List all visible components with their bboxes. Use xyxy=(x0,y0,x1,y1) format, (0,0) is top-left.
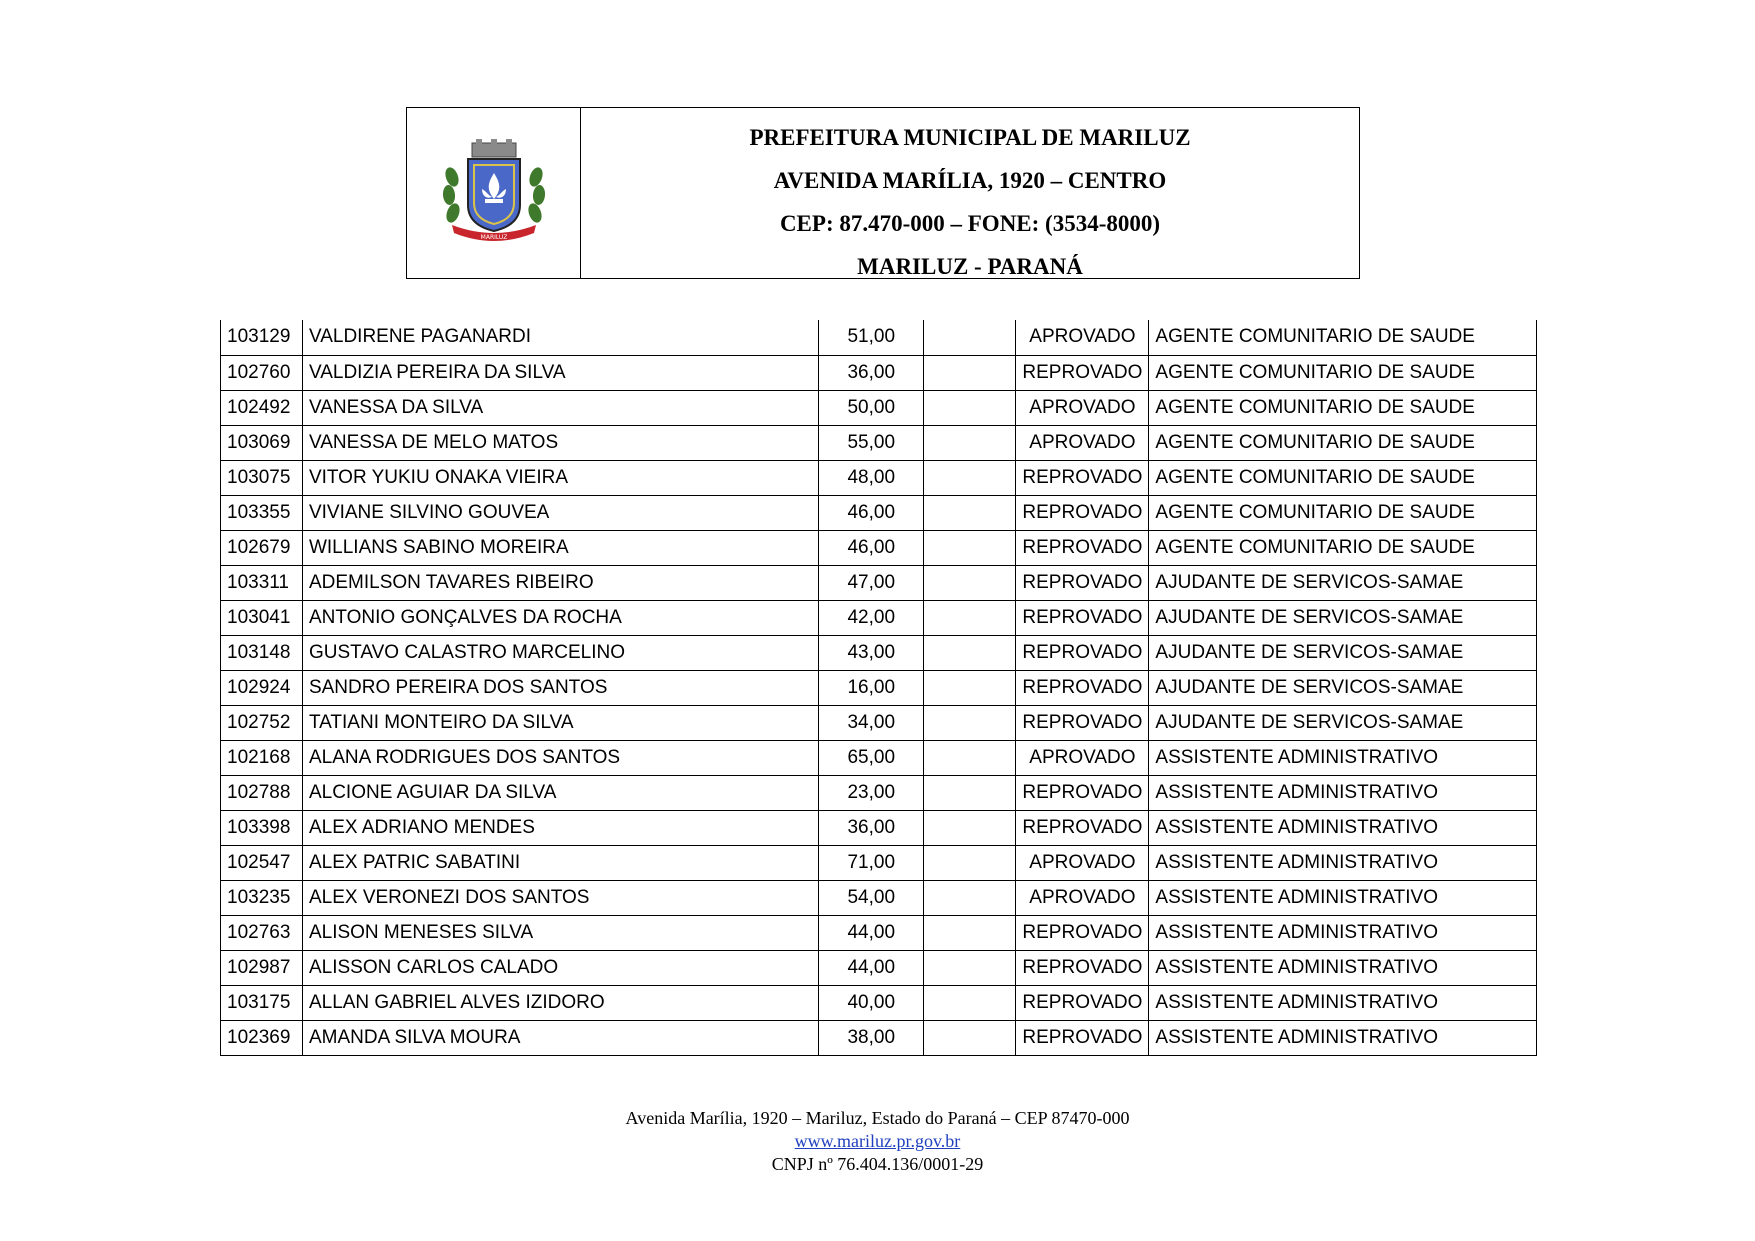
cell-position: AJUDANTE DE SERVICOS-SAMAE xyxy=(1149,635,1537,670)
cell-candidate-name: VIVIANE SILVINO GOUVEA xyxy=(302,495,818,530)
cell-status: REPROVADO xyxy=(1016,635,1149,670)
cell-position: ASSISTENTE ADMINISTRATIVO xyxy=(1149,740,1537,775)
cell-score: 71,00 xyxy=(819,845,924,880)
cell-candidate-name: ALEX VERONEZI DOS SANTOS xyxy=(302,880,818,915)
cell-score: 46,00 xyxy=(819,495,924,530)
logo-cell xyxy=(407,108,581,278)
cell-score: 36,00 xyxy=(819,810,924,845)
cell-empty xyxy=(924,1020,1016,1055)
cell-empty xyxy=(924,985,1016,1020)
cell-status: REPROVADO xyxy=(1016,950,1149,985)
table-row xyxy=(221,740,1537,775)
cell-position: AGENTE COMUNITARIO DE SAUDE xyxy=(1149,390,1537,425)
cell-position: AGENTE COMUNITARIO DE SAUDE xyxy=(1149,460,1537,495)
institution-name: PREFEITURA MUNICIPAL DE MARILUZ xyxy=(749,125,1191,150)
cell-candidate-name: ANTONIO GONÇALVES DA ROCHA xyxy=(302,600,818,635)
cell-position: AGENTE COMUNITARIO DE SAUDE xyxy=(1149,495,1537,530)
cell-score: 55,00 xyxy=(819,425,924,460)
cell-empty xyxy=(924,880,1016,915)
cell-candidate-name: GUSTAVO CALASTRO MARCELINO xyxy=(302,635,818,670)
table-row xyxy=(221,320,1537,355)
cell-position: ASSISTENTE ADMINISTRATIVO xyxy=(1149,915,1537,950)
cell-registration-number: 103148 xyxy=(221,635,303,670)
table-row xyxy=(221,600,1537,635)
cell-registration-number: 102752 xyxy=(221,705,303,740)
table-row xyxy=(221,775,1537,810)
cell-status: APROVADO xyxy=(1016,320,1149,355)
table-row xyxy=(221,950,1537,985)
cell-candidate-name: VITOR YUKIU ONAKA VIEIRA xyxy=(302,460,818,495)
table-row xyxy=(221,530,1537,565)
table-row xyxy=(221,495,1537,530)
cell-position: AGENTE COMUNITARIO DE SAUDE xyxy=(1149,530,1537,565)
institution-address: AVENIDA MARÍLIA, 1920 – CENTRO xyxy=(773,168,1167,193)
cell-empty xyxy=(924,810,1016,845)
cell-empty xyxy=(924,845,1016,880)
cell-candidate-name: AMANDA SILVA MOURA xyxy=(302,1020,818,1055)
cell-status: REPROVADO xyxy=(1016,355,1149,390)
institution-city: MARILUZ - PARANÁ xyxy=(857,254,1083,279)
cell-score: 23,00 xyxy=(819,775,924,810)
table-row xyxy=(221,880,1537,915)
cell-registration-number: 103041 xyxy=(221,600,303,635)
cell-empty xyxy=(924,635,1016,670)
page-footer xyxy=(0,1107,1755,1176)
cell-registration-number: 103398 xyxy=(221,810,303,845)
cell-score: 47,00 xyxy=(819,565,924,600)
table-row xyxy=(221,635,1537,670)
cell-registration-number: 102987 xyxy=(221,950,303,985)
institution-contact: CEP: 87.470-000 – FONE: (3534-8000) xyxy=(779,211,1161,236)
cell-registration-number: 103355 xyxy=(221,495,303,530)
cell-candidate-name: ALANA RODRIGUES DOS SANTOS xyxy=(302,740,818,775)
cell-empty xyxy=(924,670,1016,705)
cell-registration-number: 102760 xyxy=(221,355,303,390)
cell-position: AGENTE COMUNITARIO DE SAUDE xyxy=(1149,355,1537,390)
cell-status: REPROVADO xyxy=(1016,705,1149,740)
table-row xyxy=(221,915,1537,950)
cell-position: AJUDANTE DE SERVICOS-SAMAE xyxy=(1149,705,1537,740)
cell-candidate-name: ALCIONE AGUIAR DA SILVA xyxy=(302,775,818,810)
cell-registration-number: 102924 xyxy=(221,670,303,705)
cell-empty xyxy=(924,565,1016,600)
cell-candidate-name: TATIANI MONTEIRO DA SILVA xyxy=(302,705,818,740)
coat-of-arms-ribbon-text: MARILUZ xyxy=(480,234,507,241)
cell-candidate-name: ALLAN GABRIEL ALVES IZIDORO xyxy=(302,985,818,1020)
cell-score: 38,00 xyxy=(819,1020,924,1055)
table-row xyxy=(221,985,1537,1020)
cell-empty xyxy=(924,915,1016,950)
cell-status: APROVADO xyxy=(1016,390,1149,425)
cell-status: REPROVADO xyxy=(1016,810,1149,845)
cell-empty xyxy=(924,495,1016,530)
cell-status: APROVADO xyxy=(1016,845,1149,880)
cell-score: 54,00 xyxy=(819,880,924,915)
cell-empty xyxy=(924,320,1016,355)
cell-status: REPROVADO xyxy=(1016,670,1149,705)
cell-position: ASSISTENTE ADMINISTRATIVO xyxy=(1149,810,1537,845)
cell-candidate-name: VALDIZIA PEREIRA DA SILVA xyxy=(302,355,818,390)
cell-registration-number: 102492 xyxy=(221,390,303,425)
table-row xyxy=(221,355,1537,390)
cell-registration-number: 102763 xyxy=(221,915,303,950)
cell-candidate-name: ALEX ADRIANO MENDES xyxy=(302,810,818,845)
cell-position: AJUDANTE DE SERVICOS-SAMAE xyxy=(1149,565,1537,600)
cell-empty xyxy=(924,530,1016,565)
cell-position: AJUDANTE DE SERVICOS-SAMAE xyxy=(1149,670,1537,705)
table-row xyxy=(221,845,1537,880)
cell-score: 50,00 xyxy=(819,390,924,425)
cell-registration-number: 103129 xyxy=(221,320,303,355)
cell-status: REPROVADO xyxy=(1016,985,1149,1020)
cell-position: ASSISTENTE ADMINISTRATIVO xyxy=(1149,845,1537,880)
table-row xyxy=(221,425,1537,460)
cell-status: APROVADO xyxy=(1016,425,1149,460)
cell-score: 48,00 xyxy=(819,460,924,495)
cell-position: ASSISTENTE ADMINISTRATIVO xyxy=(1149,1020,1537,1055)
table-row xyxy=(221,565,1537,600)
cell-candidate-name: SANDRO PEREIRA DOS SANTOS xyxy=(302,670,818,705)
cell-candidate-name: VALDIRENE PAGANARDI xyxy=(302,320,818,355)
cell-candidate-name: ALEX PATRIC SABATINI xyxy=(302,845,818,880)
cell-score: 34,00 xyxy=(819,705,924,740)
cell-registration-number: 103175 xyxy=(221,985,303,1020)
cell-position: ASSISTENTE ADMINISTRATIVO xyxy=(1149,775,1537,810)
cell-registration-number: 102547 xyxy=(221,845,303,880)
cell-registration-number: 102369 xyxy=(221,1020,303,1055)
cell-score: 46,00 xyxy=(819,530,924,565)
cell-score: 51,00 xyxy=(819,320,924,355)
cell-score: 43,00 xyxy=(819,635,924,670)
cell-candidate-name: WILLIANS SABINO MOREIRA xyxy=(302,530,818,565)
cell-status: APROVADO xyxy=(1016,880,1149,915)
cell-position: AGENTE COMUNITARIO DE SAUDE xyxy=(1149,320,1537,355)
cell-status: REPROVADO xyxy=(1016,495,1149,530)
cell-candidate-name: ADEMILSON TAVARES RIBEIRO xyxy=(302,565,818,600)
cell-registration-number: 103075 xyxy=(221,460,303,495)
cell-registration-number: 103069 xyxy=(221,425,303,460)
cell-status: REPROVADO xyxy=(1016,600,1149,635)
cell-empty xyxy=(924,740,1016,775)
cell-candidate-name: ALISON MENESES SILVA xyxy=(302,915,818,950)
cell-score: 40,00 xyxy=(819,985,924,1020)
cell-score: 44,00 xyxy=(819,950,924,985)
cell-score: 36,00 xyxy=(819,355,924,390)
cell-status: APROVADO xyxy=(1016,740,1149,775)
cell-position: AJUDANTE DE SERVICOS-SAMAE xyxy=(1149,600,1537,635)
cell-candidate-name: ALISSON CARLOS CALADO xyxy=(302,950,818,985)
cell-empty xyxy=(924,460,1016,495)
cell-candidate-name: VANESSA DA SILVA xyxy=(302,390,818,425)
results-table xyxy=(220,320,1537,1056)
cell-registration-number: 102679 xyxy=(221,530,303,565)
cell-position: ASSISTENTE ADMINISTRATIVO xyxy=(1149,880,1537,915)
cell-registration-number: 103235 xyxy=(221,880,303,915)
cell-score: 65,00 xyxy=(819,740,924,775)
cell-empty xyxy=(924,355,1016,390)
cell-empty xyxy=(924,775,1016,810)
cell-status: REPROVADO xyxy=(1016,565,1149,600)
cell-position: AGENTE COMUNITARIO DE SAUDE xyxy=(1149,425,1537,460)
letterhead-title xyxy=(581,108,1359,278)
cell-candidate-name: VANESSA DE MELO MATOS xyxy=(302,425,818,460)
cell-status: REPROVADO xyxy=(1016,775,1149,810)
cell-score: 16,00 xyxy=(819,670,924,705)
cell-registration-number: 102788 xyxy=(221,775,303,810)
cell-score: 44,00 xyxy=(819,915,924,950)
cell-empty xyxy=(924,705,1016,740)
cell-status: REPROVADO xyxy=(1016,1020,1149,1055)
table-row xyxy=(221,810,1537,845)
cell-position: ASSISTENTE ADMINISTRATIVO xyxy=(1149,985,1537,1020)
cell-score: 42,00 xyxy=(819,600,924,635)
cell-status: REPROVADO xyxy=(1016,915,1149,950)
table-row xyxy=(221,390,1537,425)
cell-registration-number: 102168 xyxy=(221,740,303,775)
cell-position: ASSISTENTE ADMINISTRATIVO xyxy=(1149,950,1537,985)
cell-empty xyxy=(924,600,1016,635)
cell-empty xyxy=(924,950,1016,985)
footer-cnpj: CNPJ nº 76.404.136/0001-29 xyxy=(771,1154,984,1174)
table-row xyxy=(221,705,1537,740)
cell-status: REPROVADO xyxy=(1016,460,1149,495)
footer-website-link[interactable]: www.mariluz.pr.gov.br xyxy=(794,1131,961,1151)
cell-status: REPROVADO xyxy=(1016,530,1149,565)
table-row xyxy=(221,460,1537,495)
table-row xyxy=(221,670,1537,705)
results-table-body xyxy=(221,320,1537,1055)
letterhead xyxy=(406,107,1360,279)
table-row xyxy=(221,1020,1537,1055)
cell-empty xyxy=(924,390,1016,425)
cell-registration-number: 103311 xyxy=(221,565,303,600)
footer-address: Avenida Marília, 1920 – Mariluz, Estado do Paraná – CEP 87470-000 xyxy=(625,1108,1130,1128)
coat-of-arms-logo xyxy=(438,137,550,249)
cell-empty xyxy=(924,425,1016,460)
